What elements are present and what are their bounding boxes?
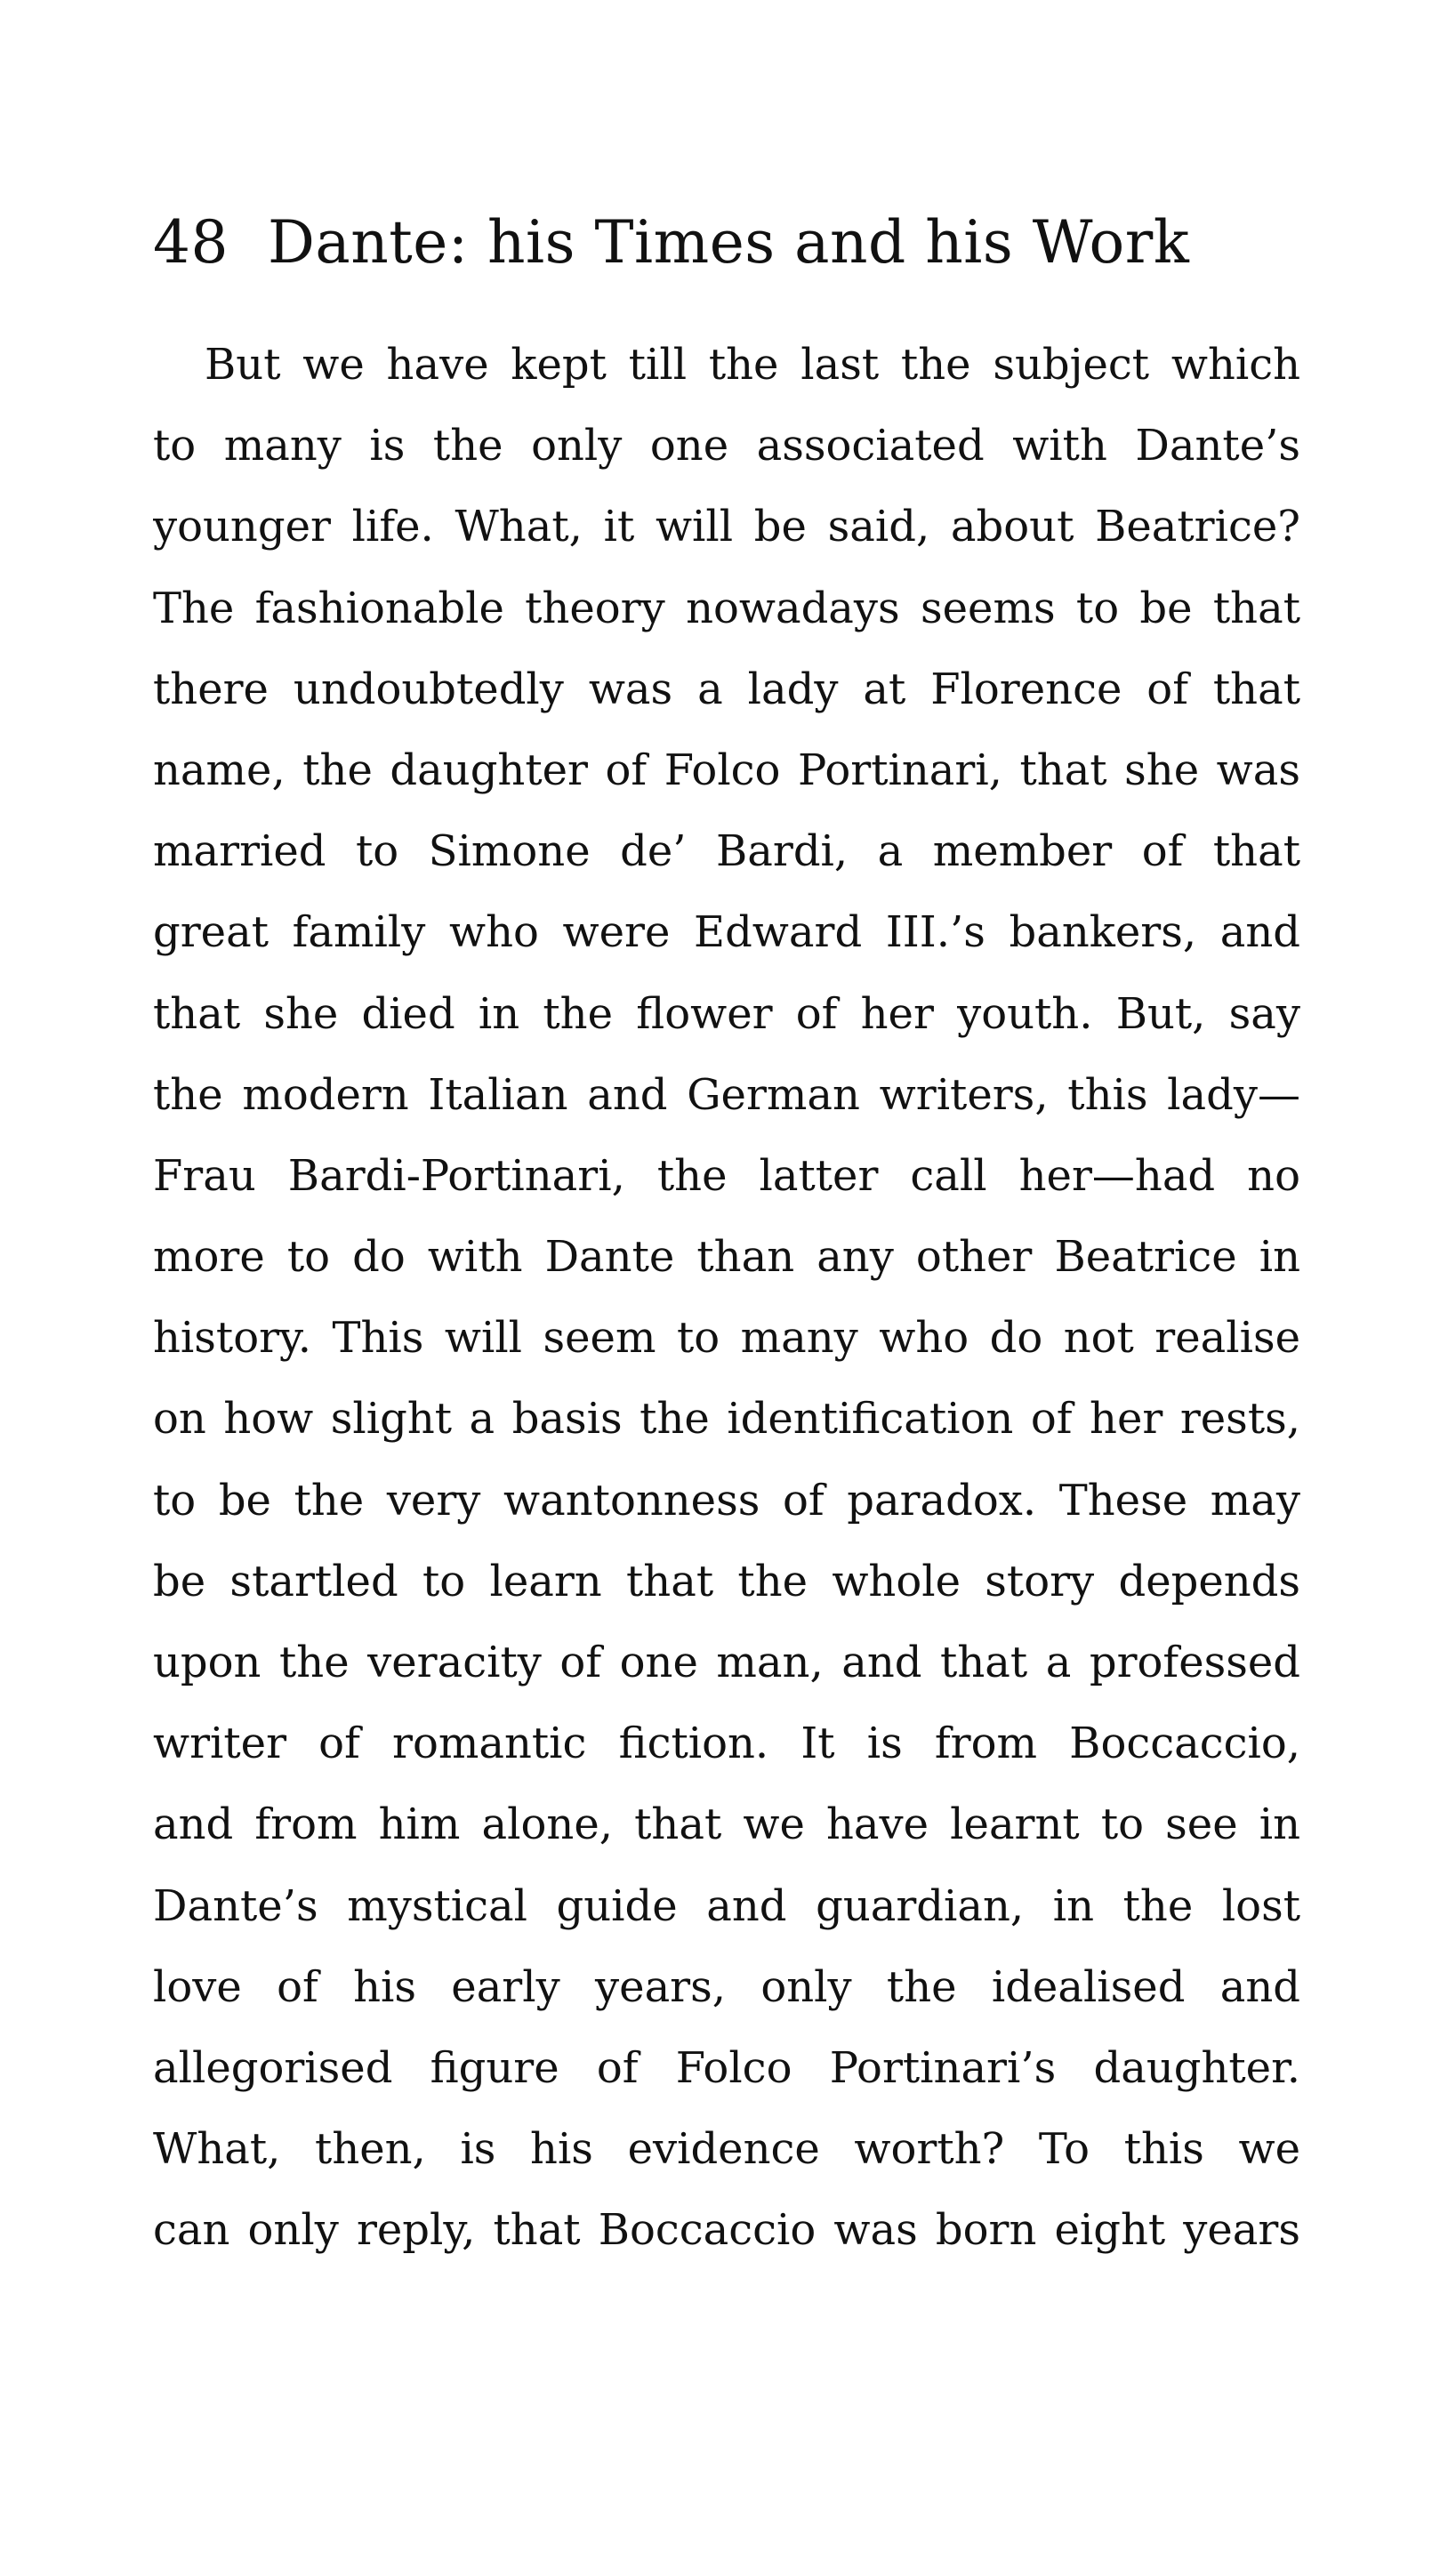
text-line: to many is the only one associated with Dante’s (153, 421, 1300, 471)
text-line: Frau Bardi-Portinari, the latter call her—had no (153, 1150, 1300, 1201)
running-title: Dante: his Times and his Work (267, 208, 1190, 277)
page-number: 48 (153, 208, 229, 277)
text-line: more to do with Dante than any other Beatrice in (153, 1232, 1300, 1283)
text-line: love of his early years, only the idealised and (153, 1961, 1300, 2012)
text-line: married to Simone de’ Bardi, a member of that (153, 826, 1300, 877)
text-line: allegorised figure of Folco Portinari’s daughter. (153, 2042, 1300, 2093)
text-line: there undoubtedly was a lady at Florence of that (153, 664, 1300, 714)
text-line: great family who were Edward III.’s bankers, and (153, 907, 1300, 958)
text-line: Dante’s mystical guide and guardian, in the lost (153, 1880, 1300, 1931)
text-line: But we have kept till the last the subject which (205, 340, 1300, 390)
text-line: writer of romantic fiction. It is from Boccaccio, (153, 1719, 1300, 1769)
text-line: be startled to learn that the whole story depends (153, 1556, 1300, 1606)
text-line: can only reply, that Boccaccio was born eight years (153, 2205, 1300, 2256)
text-line: The fashionable theory nowadays seems to be that (153, 583, 1300, 633)
text-line: and from him alone, that we have learnt to see in (153, 1799, 1300, 1850)
text-line: to be the very wantonness of paradox. These may (153, 1475, 1300, 1525)
text-line: on how slight a basis the identification of her rests, (153, 1394, 1300, 1445)
text-line: history. This will seem to many who do not realise (153, 1313, 1300, 1364)
text-line: What, then, is his evidence worth? To this we (153, 2124, 1300, 2175)
text-line: name, the daughter of Folco Portinari, that she was (153, 745, 1300, 795)
text-line: younger life. What, it will be said, about Beatrice? (153, 502, 1300, 552)
text-line: that she died in the flower of her youth. But, say (153, 988, 1300, 1039)
text-line: upon the veracity of one man, and that a professed (153, 1638, 1300, 1687)
text-line: the modern Italian and German writers, this lady— (153, 1069, 1300, 1120)
body-paragraph (153, 325, 1300, 2272)
running-head (153, 203, 1309, 283)
